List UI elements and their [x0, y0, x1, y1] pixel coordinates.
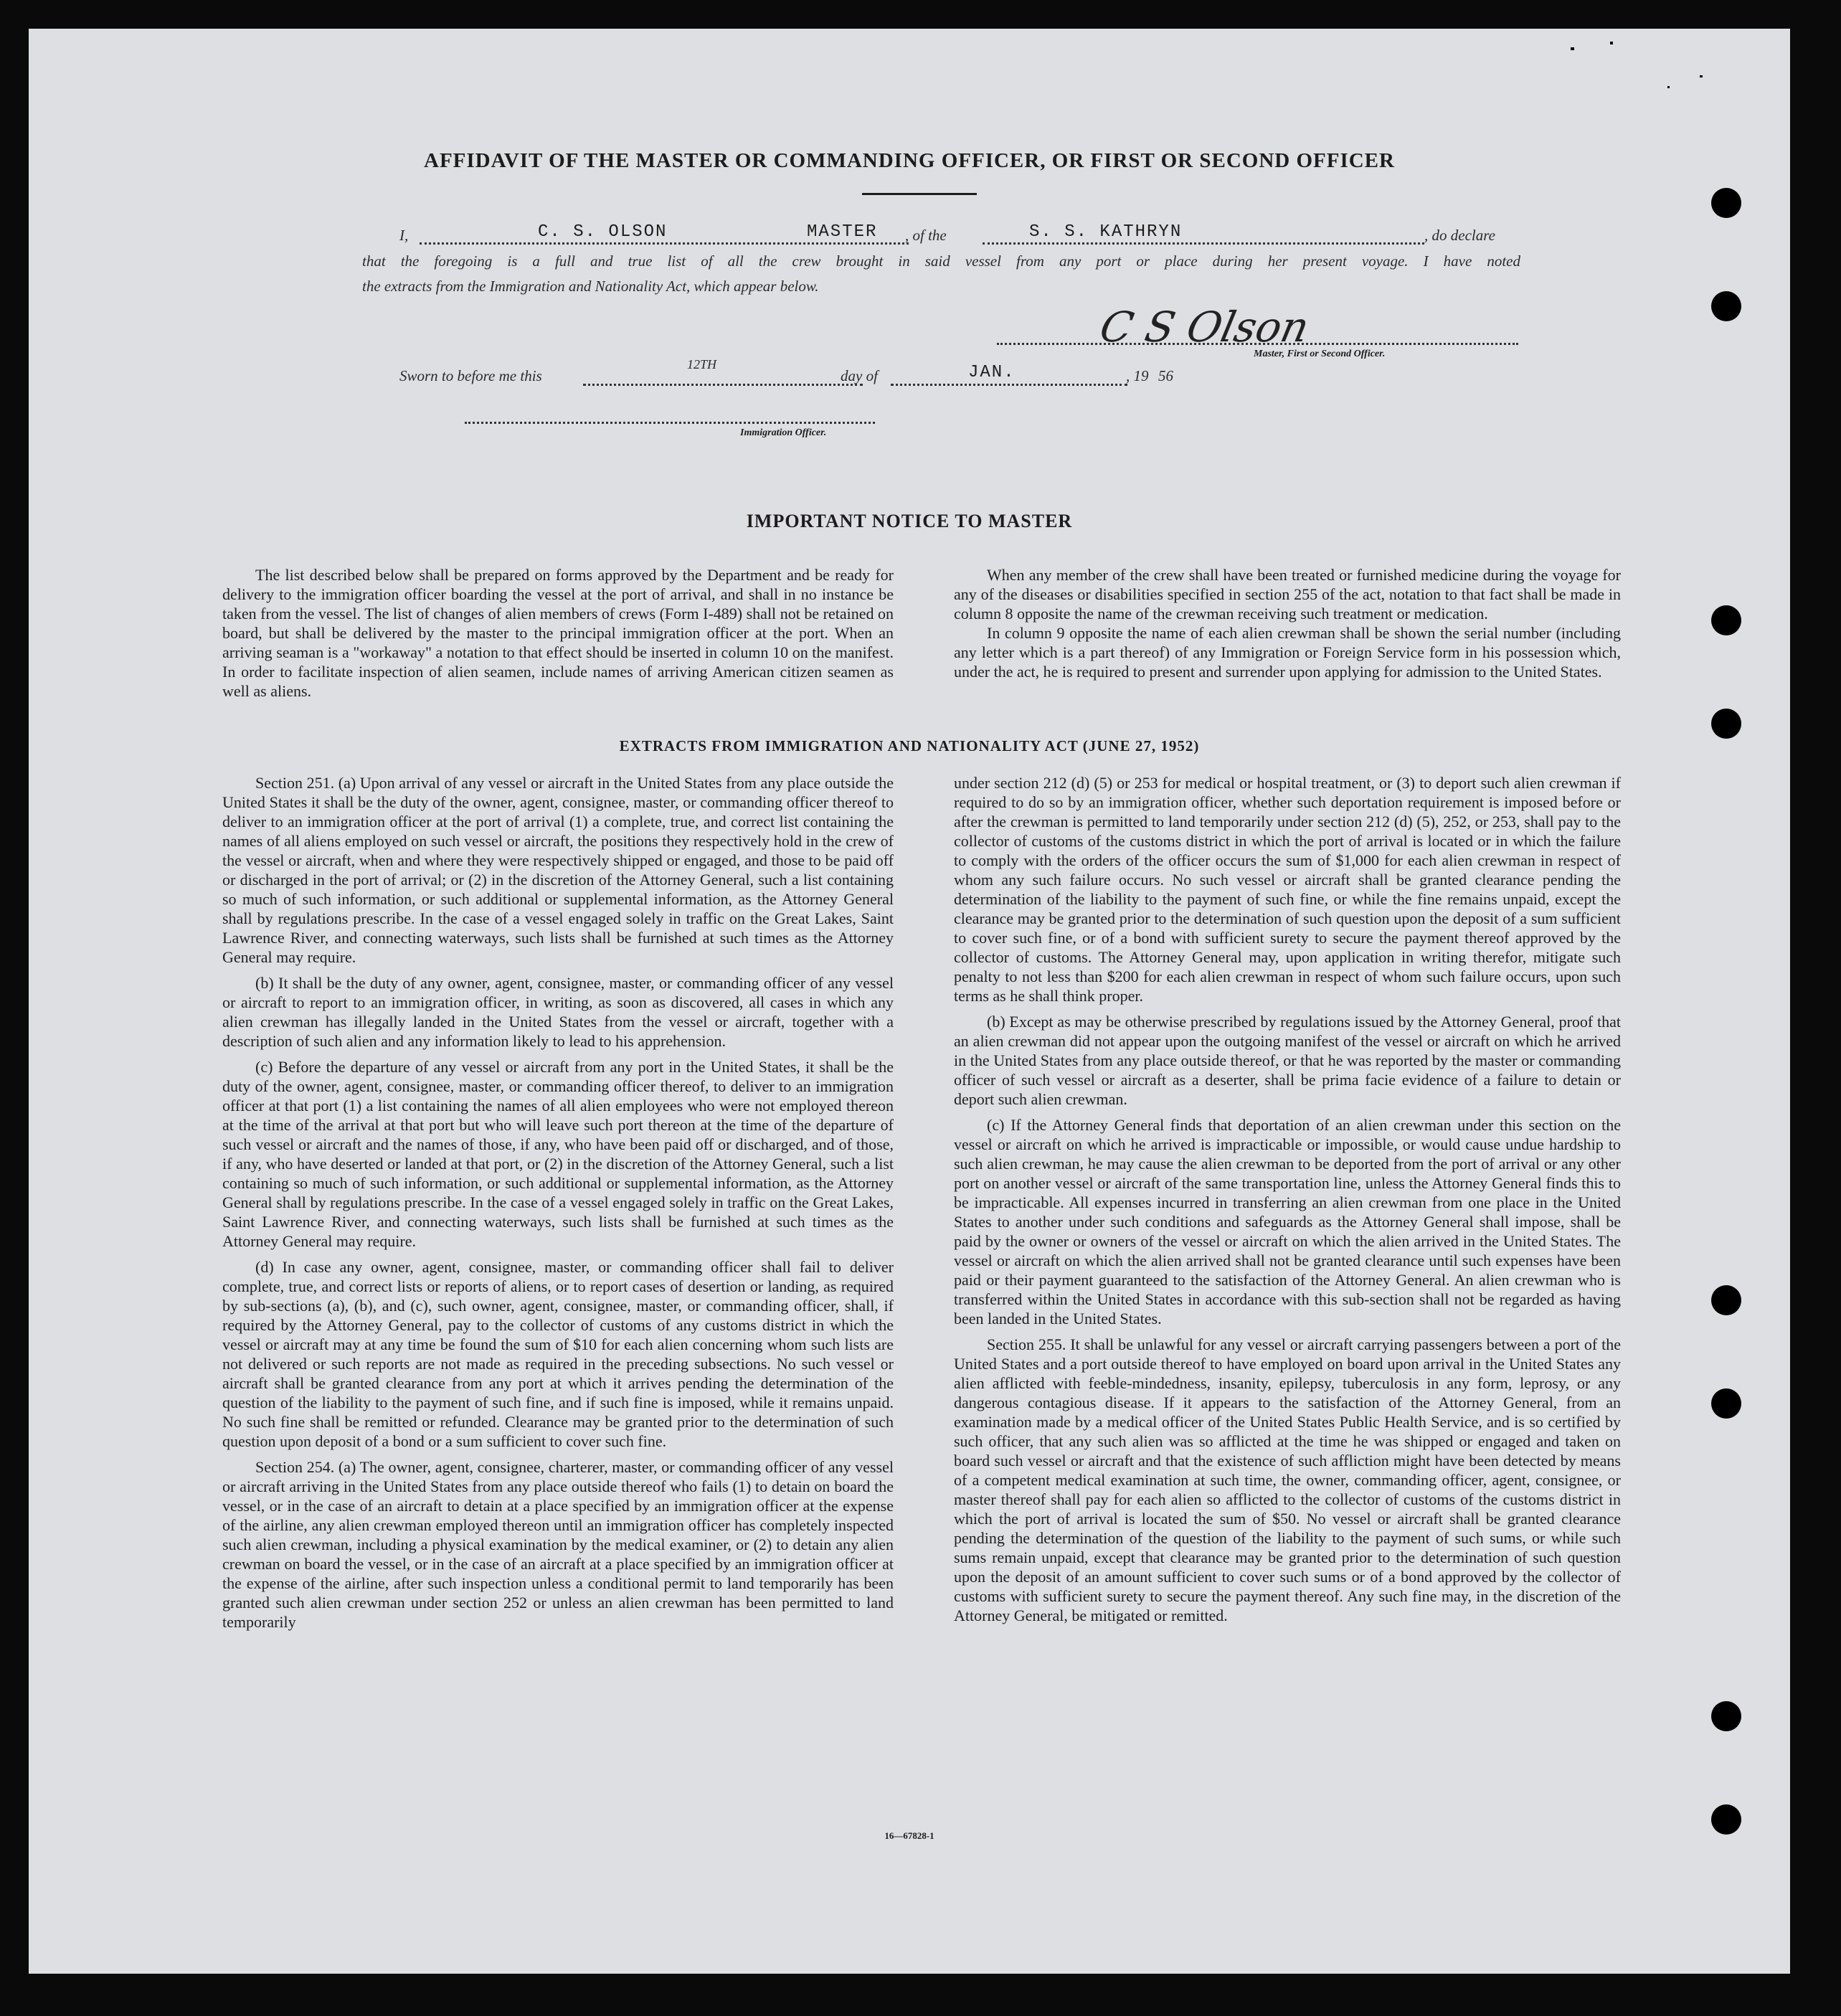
- scan-speck: [1700, 75, 1703, 77]
- extract-section-254b: (b) Except as may be otherwise prescribed by regulations issued by the Attorney General, proof that an alien crewman did not appear upon the outgoing manifest of the vessel or aircraft on which he arrived in the United States from any place outside thereof, or that he was reported by the master or commanding officer of such vessel or aircraft as a deserter, shall be prima facie evidence of a failure to detain or deport such alien crewman.: [954, 1013, 1621, 1108]
- master-caption: Master, First or Second Officer.: [1254, 349, 1386, 359]
- scan-speck: [1667, 86, 1670, 88]
- sworn-day-line: [583, 384, 863, 386]
- sworn-label: Sworn to before me this: [399, 367, 542, 384]
- day-of-label: day of: [841, 367, 878, 384]
- name-line: [420, 242, 909, 245]
- scan-speck: [1610, 42, 1613, 44]
- extract-section-251d: (d) In case any owner, agent, consignee, master, or commanding officer shall fail to deliver complete, true, and correct lists or reports of aliens, or to report cases of desertion or landing, as required by sub-sections (a), (b), and (c), such owner, agent, consignee, master, or commanding officer, shall, if required by the Attorney General, pay to the collector of customs of any customs district in which the vessel or aircraft may at any time be found the sum of $10 for each alien concerning whom such lists are not delivered or such reports are not made as required in the preceding subsections. No such vessel or aircraft shall be granted clearance from any port at which it arrives pending the determination of the question of the liability to the payment of such fine, and if such fine is imposed, while it remains unpaid. No such fine shall be remitted or refunded. Clearance may be granted prior to the determination of such question upon deposit of a bond or a sum sufficient to cover such fine.: [222, 1258, 894, 1450]
- officer-caption: Immigration Officer.: [740, 427, 827, 438]
- affidavit-title: AFFIDAVIT OF THE MASTER OR COMMANDING OFFICER, OR FIRST OR SECOND OFFICER: [424, 149, 1395, 172]
- do-declare-label: , do declare: [1424, 227, 1495, 244]
- officer-line: [465, 422, 875, 424]
- title-rule: [862, 193, 977, 195]
- notice-right-paragraph-2: In column 9 opposite the name of each alien crewman shall be shown the serial number (including any letter which is a part thereof) of any Immigration or Foreign Service form in his possession which, under the act, he is required to present and surrender upon applying for admission to the United States.: [954, 624, 1621, 681]
- affidavit-prefix: I,: [399, 227, 409, 244]
- punch-hole: [1711, 1701, 1741, 1731]
- signature-line: [997, 343, 1518, 345]
- extract-section-251b: (b) It shall be the duty of any owner, agent, consignee, master, or commanding officer of any vessel or aircraft to report to an immigration officer, in writing, as soon as discovered, all cases in which any alien crewman has illegally landed in the United States from the vessel or aircraft, together with a description of such alien and any information likely to lead to his apprehension.: [222, 974, 894, 1050]
- extracts-left-column: [222, 773, 894, 1806]
- notice-right-paragraph-1: When any member of the crew shall have been treated or furnished medicine during the voyage for any of the diseases or disabilities specified in section 255 of the act, notation to that fact shall be made in column 8 opposite the name of the crewman receiving such treatment or medication.: [954, 566, 1621, 623]
- punch-hole: [1711, 188, 1741, 218]
- extract-section-251c: (c) Before the departure of any vessel or aircraft from any port in the United States, it shall be the duty of the owner, agent, consignee, master, or commanding officer thereof, to deliver to an immigration officer at that port (1) a list containing the names of all alien employees who were not employed thereon at the time of the arrival at that port but who will leave such port thereon at the time of the departure of such vessel or aircraft and the names of those, if any, who have been paid off or discharged, and of those, if any, who have deserted or landed at that port, or (2) in the discretion of the Attorney General, such a list containing so much of such information, or such additional or supplemental information, as the Attorney General shall by regulations prescribe. In the case of a vessel engaged solely in traffic on the Great Lakes, Saint Lawrence River, and connecting waterways, such lists shall be furnished at such times as the Attorney General may require.: [222, 1058, 894, 1250]
- notice-left-column: [222, 565, 894, 707]
- extracts-title: EXTRACTS FROM IMMIGRATION AND NATIONALITY ACT (JUNE 27, 1952): [619, 737, 1200, 754]
- affidavit-line-3: the extracts from the Immigration and Nationality Act, which appear below.: [362, 278, 819, 295]
- extract-section-254a-continued: under section 212 (d) (5) or 253 for medical or hospital treatment, or (3) to deport such alien crewman if required to do so by an immigration officer, whether such deportation requirement is imposed before or after the crewman is permitted to land temporarily under section 212 (d) (5), 252, or 253, shall pay to the collector of customs of the customs district in which the port of arrival is located or in which the failure to comply with the orders of the officer occurs the sum of $1,000 for each alien crewman in respect of whom any such failure occurs. No such vessel or aircraft shall be granted clearance pending the determination of the liability to the payment of such fine, or while the fine remains unpaid, except the clearance may be granted prior to the determination of such question upon the deposit of a sum sufficient to cover such fine, or of a bond with sufficient surety to secure the payment thereof approved by the collector of customs. The Attorney General may, upon application in writing therefor, mitigate such penalty to not less than $200 for each alien crewman in respect of whom such failure occurs, upon such terms as he shall think proper.: [954, 774, 1621, 1005]
- punch-hole: [1711, 1285, 1741, 1315]
- extracts-right-column: [954, 773, 1621, 1806]
- punch-hole: [1711, 709, 1741, 739]
- scan-speck: [1571, 47, 1574, 50]
- master-name: C. S. OLSON: [538, 222, 668, 242]
- year-prefix: , 19: [1126, 367, 1149, 384]
- master-signature: C S Olson: [1095, 303, 1314, 351]
- extract-section-254c: (c) If the Attorney General finds that deportation of an alien crewman under this section on the vessel or aircraft on which he arrived is impracticable or impossible, or would cause undue hardship to such alien crewman, he may cause the alien crewman to be deported from the port of arrival or any other port on another vessel or aircraft of the same transportation line, unless the Attorney General finds this to be impracticable. All expenses incurred in transferring an alien crewman from one place in the United States to another under such conditions and safeguards as the Attorney General shall impose, shall be paid by the owner or owners of the vessel or aircraft on which the alien arrived in the United States. The vessel or aircraft on which the alien arrived shall not be granted clearance until such expenses have been paid or their payment guaranteed to the satisfaction of the Attorney General. An alien crewman who is transferred within the United States in accordance with this sub-section shall not be regarded as having been landed in the United States.: [954, 1116, 1621, 1328]
- extract-section-251a: Section 251. (a) Upon arrival of any vessel or aircraft in the United States from any place outside the United States it shall be the duty of the owner, agent, consignee, master, or commanding officer thereof to deliver to an immigration officer at the port of arrival (1) a complete, true, and correct list containing the names of all aliens employed on such vessel or aircraft, the positions they respectively hold in the crew of the vessel or aircraft, when and where they were respectively shipped or engaged, and those to be paid off or discharged in the port of arrival; or (2) in the discretion of the Attorney General, such a list containing so much of such information, or such additional or supplemental information, as the Attorney General shall by regulations prescribe. In the case of a vessel engaged solely in traffic on the Great Lakes, Saint Lawrence River, and connecting waterways, such lists shall be furnished at such times as the Attorney General may require.: [222, 774, 894, 966]
- sworn-year: 56: [1158, 367, 1173, 384]
- sworn-day: 12TH: [687, 357, 717, 372]
- punch-hole: [1711, 605, 1741, 635]
- document-page: [29, 29, 1790, 1974]
- notice-left-paragraph: The list described below shall be prepared on forms approved by the Department and be ready for delivery to the immigration officer boarding the vessel at the port of arrival, and shall in no instance be taken from the vessel. The list of changes of alien members of crews (Form I-489) shall not be retained on board, but shall be delivered by the master to the principal immigration officer at the port. When an arriving seaman is a "workaway" a notation to that effect should be inserted in column 10 on the manifest. In order to facilitate inspection of alien seamen, include names of arriving American citizen seamen as well as aliens.: [222, 566, 894, 700]
- punch-hole: [1711, 291, 1741, 321]
- of-the-label: , of the: [905, 227, 947, 244]
- vessel-name: S. S. KATHRYN: [1029, 222, 1183, 242]
- extract-section-255: Section 255. It shall be unlawful for any vessel or aircraft carrying passengers between a port of the United States and a port outside thereof to have employed on board upon arrival in the United States any alien afflicted with feeble-mindedness, insanity, epilepsy, tuberculosis in any form, leprosy, or any dangerous contagious disease. If it appears to the satisfaction of the Attorney General, from an examination made by a medical officer of the United States Public Health Service, and is so certified by such officer, that any such alien was so afflicted at the time he was shipped or engaged and taken on board such vessel or aircraft and that the existence of such affliction might have been detected by means of a competent medical examination at such time, the owner, commanding officer, agent, consignee, or master thereof shall pay for each alien so afflicted to the collector of customs of the customs district in which the port of arrival is located the sum of $50. No vessel or aircraft shall be granted clearance pending the determination of the question of the liability to the payment of such sums, or while such sums remain unpaid, except that clearance may be granted prior to the determination of such question upon the deposit of an amount sufficient to cover such sums or of a bond approved by the collector of customs with sufficient surety to secure the payment thereof. Any such fine may, in the discretion of the Attorney General, be mitigated or remitted.: [954, 1335, 1621, 1624]
- extract-section-254a: Section 254. (a) The owner, agent, consignee, charterer, master, or commanding officer of any vessel or aircraft arriving in the United States from any place outside thereof who fails (1) to detain on board the vessel, or in the case of an aircraft to detain at a place specified by an immigration officer at the expense of the airline, any alien crewman employed thereon until an immigration officer has completely inspected such alien crewman, including a physical examination by the medical examiner, or (2) to detain any alien crewman on board the vessel, or in the case of an aircraft at a place specified by an immigration officer at the expense of the airline, after such inspection unless a conditional permit to land temporarily has been granted such alien crewman under section 252 or unless an alien crewman has been permitted to land temporarily: [222, 1458, 894, 1631]
- month-line: [891, 384, 1127, 386]
- sworn-month: JAN.: [968, 363, 1016, 382]
- form-code: 16—67828-1: [884, 1830, 934, 1841]
- notice-right-column: [954, 565, 1621, 688]
- punch-hole: [1711, 1388, 1741, 1419]
- affidavit-line-2: that the foregoing is a full and true list of all the crew brought in said vessel from any port or place during her present voyage. I have noted: [362, 252, 1520, 270]
- notice-title: IMPORTANT NOTICE TO MASTER: [746, 511, 1073, 531]
- vessel-line: [983, 242, 1424, 245]
- master-rank: MASTER: [807, 222, 878, 242]
- punch-hole: [1711, 1804, 1741, 1835]
